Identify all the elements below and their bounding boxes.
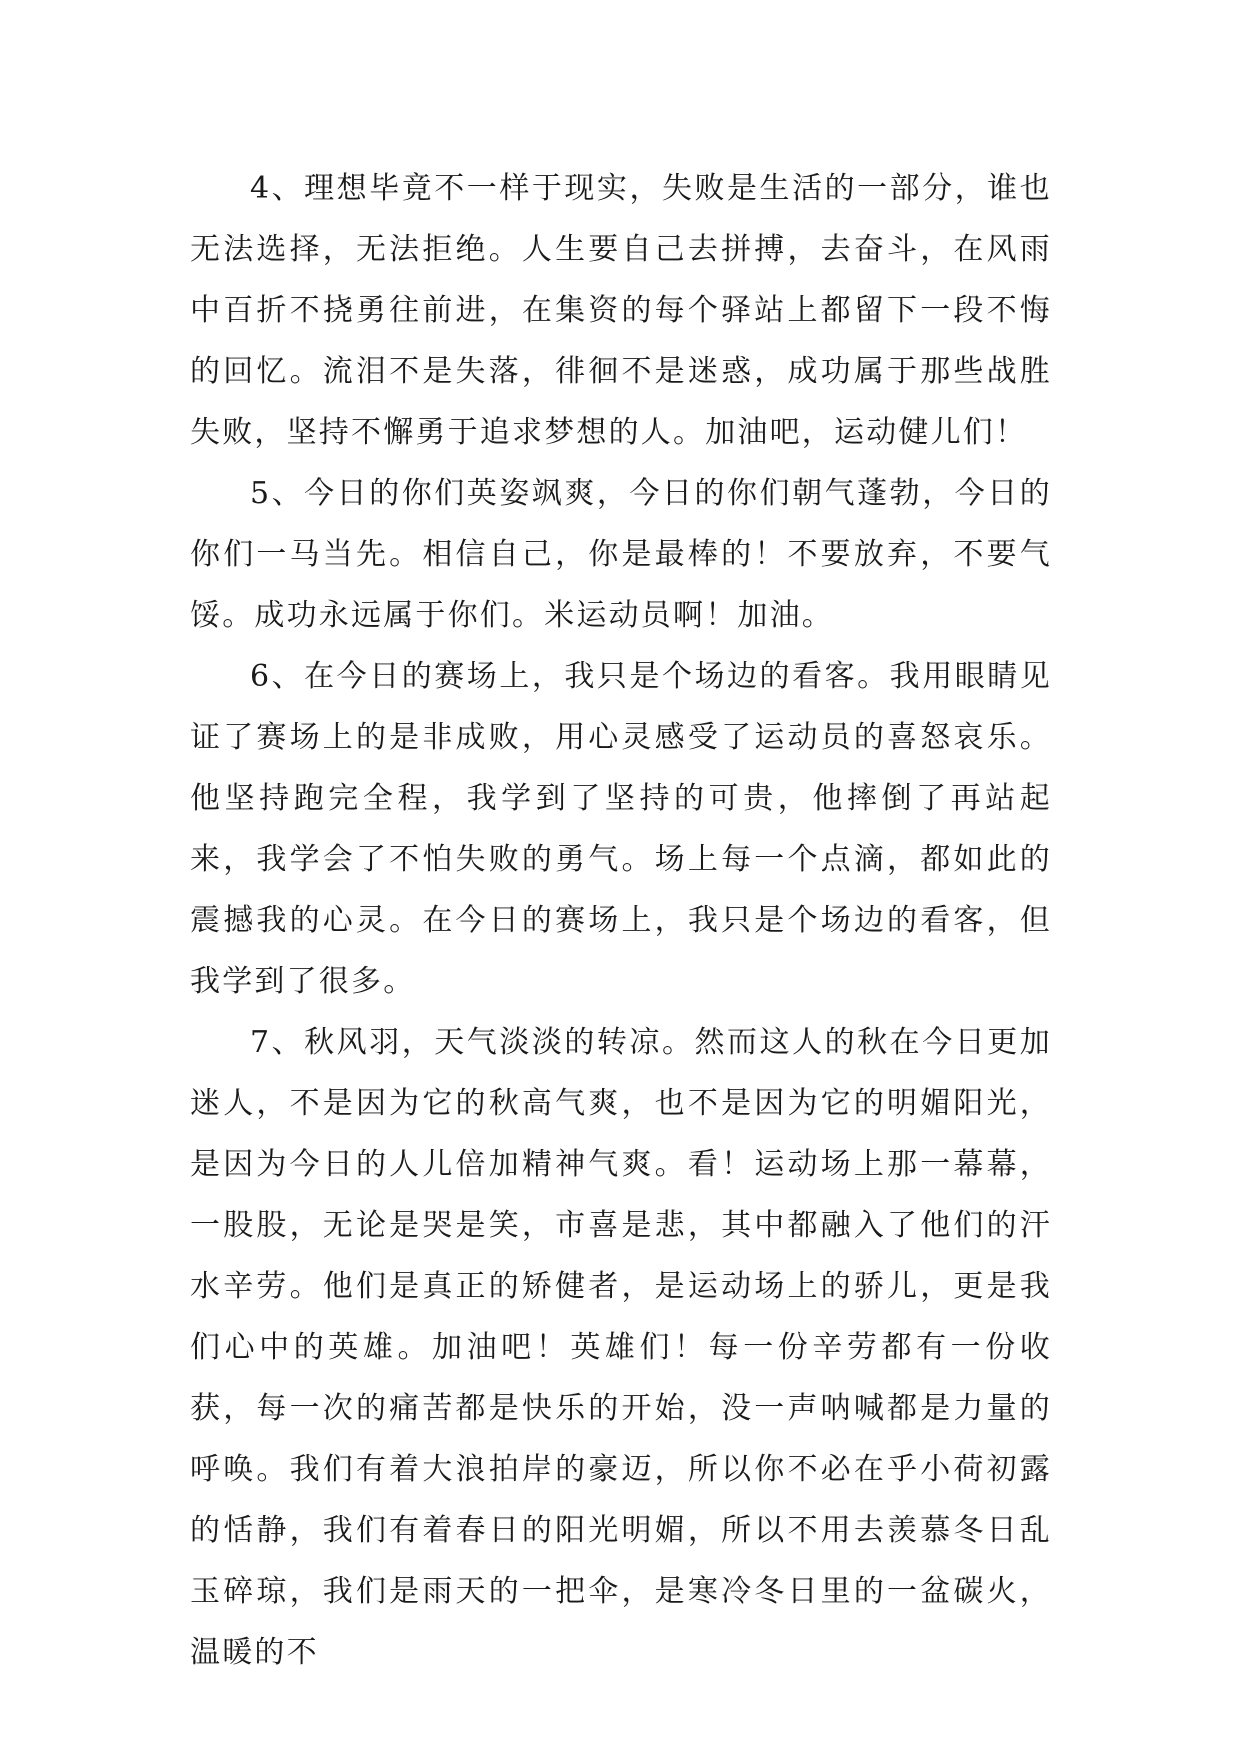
paragraph-5: 5、今日的你们英姿飒爽，今日的你们朝气蓬勃，今日的你们一马当先。相信自己，你是最棒的！不要放弃，不要气馁。成功永远属于你们。米运动员啊！加油。 <box>190 476 1052 633</box>
paragraph-6: 6、在今日的赛场上，我只是个场边的看客。我用眼睛见证了赛场上的是非成败，用心灵感受了运动员的喜怒哀乐。他坚持跑完全程，我学到了坚持的可贵，他摔倒了再站起来，我学会了不怕失败的勇气。场上每一个点滴，都如此的震撼我的心灵。在今日的赛场上，我只是个场边的看客，但我学到了很多。 <box>190 659 1052 999</box>
paragraph-4: 4、理想毕竟不一样于现实，失败是生活的一部分，谁也无法选择，无法拒绝。人生要自己去拼搏，去奋斗，在风雨中百折不挠勇往前进，在集资的每个驿站上都留下一段不悔的回忆。流泪不是失落，徘徊不是迷惑，成功属于那些战胜失败，坚持不懈勇于追求梦想的人。加油吧，运动健儿们！ <box>190 171 1052 450</box>
paragraph-7: 7、秋风羽，天气淡淡的转凉。然而这人的秋在今日更加迷人，不是因为它的秋高气爽，也不是因为它的明媚阳光，是因为今日的人儿倍加精神气爽。看！运动场上那一幕幕，一股股，无论是哭是笑，市喜是悲，其中都融入了他们的汗水辛劳。他们是真正的矫健者，是运动场上的骄儿，更是我们心中的英雄。加油吧！英雄们！每一份辛劳都有一份收获，每一次的痛苦都是快乐的开始，没一声呐喊都是力量的呼唤。我们有着大浪拍岸的豪迈，所以你不必在乎小荷初露的恬静，我们有着春日的阳光明媚，所以不用去羡慕冬日乱玉碎琼，我们是雨天的一把伞，是寒冷冬日里的一盆碳火，温暖的不 <box>190 1025 1052 1670</box>
document-body <box>190 158 1052 1683</box>
